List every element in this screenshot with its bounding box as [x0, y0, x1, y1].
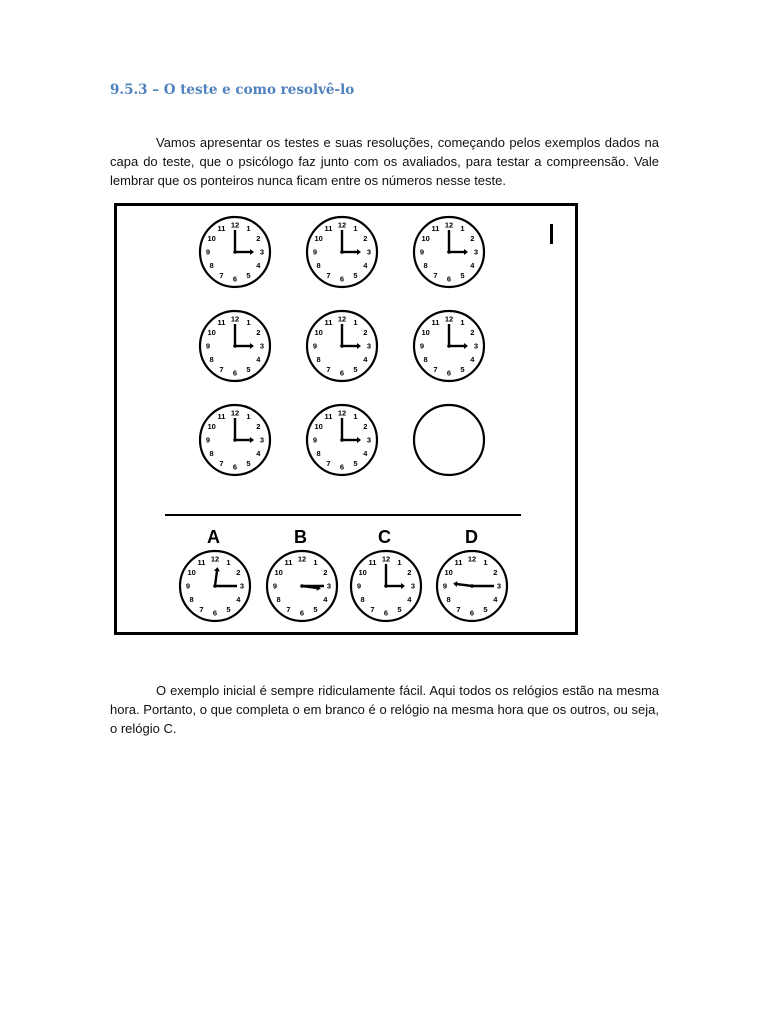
dial-number: 1 [397, 558, 402, 568]
dial-number: 4 [407, 595, 412, 605]
dial-number: 6 [232, 462, 238, 472]
dial-number: 6 [339, 368, 345, 378]
dial-number: 1 [246, 318, 251, 328]
grid-clock [307, 405, 377, 475]
dial-number: 2 [256, 328, 261, 338]
option-clock-c [351, 551, 421, 621]
dial-number: 2 [407, 568, 412, 578]
grid-clock [200, 217, 270, 287]
dial-number: 11 [454, 558, 463, 568]
dial-number: 4 [256, 355, 261, 365]
clock-center [340, 438, 344, 442]
dial-number: 8 [360, 595, 365, 605]
dial-number: 5 [353, 364, 358, 374]
dial-number: 12 [337, 220, 347, 230]
dial-number: 2 [493, 568, 498, 578]
dial-number: 7 [199, 604, 204, 614]
dial-number: 7 [433, 270, 438, 280]
option-clock-a [180, 551, 250, 621]
dial-number: 9 [442, 581, 448, 591]
dial-number: 12 [210, 554, 220, 564]
blank-clock [414, 405, 484, 475]
dial-number: 10 [314, 328, 323, 338]
dial-number: 6 [212, 608, 218, 618]
dial-number: 1 [353, 224, 358, 234]
dial-number: 10 [207, 422, 216, 432]
dial-number: 5 [483, 604, 488, 614]
dial-number: 5 [246, 458, 251, 468]
dial-number: 2 [363, 234, 368, 244]
dial-number: 4 [470, 355, 475, 365]
option-label-d: D [465, 527, 478, 547]
dial-number: 5 [460, 364, 465, 374]
dial-number: 5 [397, 604, 402, 614]
dial-number: 4 [256, 449, 261, 459]
dial-number: 7 [219, 270, 224, 280]
dial-number: 3 [473, 247, 479, 257]
section-heading: 9.5.3 – O teste e como resolvê-lo [110, 82, 355, 98]
dial-number: 4 [363, 261, 368, 271]
dial-number: 1 [246, 224, 251, 234]
dial-number: 5 [226, 604, 231, 614]
dial-number: 8 [209, 449, 214, 459]
dial-number: 8 [446, 595, 451, 605]
dial-number: 10 [207, 234, 216, 244]
clock-center [233, 344, 237, 348]
dial-number: 4 [323, 595, 328, 605]
option-label-b: B [294, 527, 307, 547]
dial-number: 8 [316, 261, 321, 271]
dial-number: 8 [423, 355, 428, 365]
dial-number: 12 [444, 314, 454, 324]
dial-number: 2 [323, 568, 328, 578]
dial-number: 3 [410, 581, 416, 591]
dial-number: 10 [358, 568, 367, 578]
dial-number: 1 [460, 224, 465, 234]
clock-center [233, 438, 237, 442]
dial-number: 4 [363, 449, 368, 459]
dial-number: 1 [246, 412, 251, 422]
dial-number: 4 [470, 261, 475, 271]
grid-clock [307, 217, 377, 287]
dial-number: 1 [313, 558, 318, 568]
dial-number: 6 [446, 368, 452, 378]
dial-number: 10 [314, 422, 323, 432]
dial-number: 8 [316, 449, 321, 459]
dial-number: 9 [419, 341, 425, 351]
dial-number: 1 [226, 558, 231, 568]
grid-clock [414, 217, 484, 287]
explanation-paragraph: O exemplo inicial é sempre ridiculamente fácil. Aqui todos os relógios estão na mesma hora. Portanto, o que completa o em branco é o relógio na mesma hora que os outros, ou seja, o relógio C. [110, 683, 659, 736]
dial-number: 12 [381, 554, 391, 564]
dial-number: 11 [324, 224, 333, 234]
dial-number: 10 [314, 234, 323, 244]
dial-number: 7 [286, 604, 291, 614]
option-clock-b [267, 551, 337, 621]
dial-number: 9 [419, 247, 425, 257]
intro-paragraph: Vamos apresentar os testes e suas resoluções, começando pelos exemplos dados na capa do teste, que o psicólogo faz junto com os avaliados, para testar a compreensão. Vale lembrar que os ponteiros nunca ficam entre os números nesse teste. [110, 135, 659, 188]
dial-number: 4 [236, 595, 241, 605]
dial-number: 3 [326, 581, 332, 591]
option-label-a: A [207, 527, 220, 547]
dial-number: 6 [339, 462, 345, 472]
grid-clock [307, 311, 377, 381]
dial-number: 9 [312, 435, 318, 445]
dial-number: 3 [366, 341, 372, 351]
dial-number: 11 [324, 318, 333, 328]
clock-center [447, 250, 451, 254]
dial-number: 5 [246, 270, 251, 280]
dial-number: 8 [209, 355, 214, 365]
dial-number: 9 [205, 435, 211, 445]
option-label-c: C [378, 527, 391, 547]
clock-face [414, 405, 484, 475]
dial-number: 8 [423, 261, 428, 271]
dial-number: 2 [256, 234, 261, 244]
dial-number: 2 [256, 422, 261, 432]
dial-number: 5 [460, 270, 465, 280]
dial-number: 5 [353, 458, 358, 468]
dial-number: 11 [217, 318, 226, 328]
dial-number: 7 [370, 604, 375, 614]
dial-number: 9 [205, 341, 211, 351]
clock-center [470, 584, 474, 588]
dial-number: 11 [431, 318, 440, 328]
clock-center [340, 344, 344, 348]
dial-number: 9 [312, 247, 318, 257]
dial-number: 3 [259, 247, 265, 257]
dial-number: 1 [483, 558, 488, 568]
dial-number: 11 [217, 224, 226, 234]
dial-number: 3 [366, 435, 372, 445]
dial-number: 5 [353, 270, 358, 280]
dial-number: 12 [230, 220, 240, 230]
dial-number: 10 [421, 328, 430, 338]
clock-center [447, 344, 451, 348]
dial-number: 12 [337, 408, 347, 418]
dial-number: 4 [256, 261, 261, 271]
dial-number: 6 [299, 608, 305, 618]
dial-number: 7 [219, 364, 224, 374]
clock-center [213, 584, 217, 588]
dial-number: 3 [496, 581, 502, 591]
dial-number: 11 [217, 412, 226, 422]
dial-number: 9 [312, 341, 318, 351]
clock-center [233, 250, 237, 254]
dial-number: 10 [444, 568, 453, 578]
grid-clock [200, 311, 270, 381]
dial-number: 8 [189, 595, 194, 605]
clock-test-illustration [117, 206, 575, 632]
dial-number: 2 [363, 422, 368, 432]
dial-number: 8 [316, 355, 321, 365]
dial-number: 2 [363, 328, 368, 338]
option-clock-d [437, 551, 507, 621]
dial-number: 6 [446, 274, 452, 284]
dial-number: 4 [363, 355, 368, 365]
dial-number: 2 [470, 328, 475, 338]
dial-number: 12 [337, 314, 347, 324]
dial-number: 7 [433, 364, 438, 374]
dial-number: 6 [339, 274, 345, 284]
dial-number: 1 [353, 318, 358, 328]
dial-number: 6 [232, 274, 238, 284]
dial-number: 10 [207, 328, 216, 338]
dial-number: 11 [368, 558, 377, 568]
dial-number: 9 [356, 581, 362, 591]
dial-number: 9 [272, 581, 278, 591]
clock-center [384, 584, 388, 588]
dial-number: 9 [185, 581, 191, 591]
dial-number: 12 [467, 554, 477, 564]
test-mark [550, 224, 553, 244]
dial-number: 12 [297, 554, 307, 564]
dial-number: 11 [284, 558, 293, 568]
dial-number: 5 [246, 364, 251, 374]
dial-number: 7 [326, 364, 331, 374]
dial-number: 7 [326, 270, 331, 280]
dial-number: 8 [209, 261, 214, 271]
dial-number: 3 [239, 581, 245, 591]
dial-number: 12 [230, 408, 240, 418]
dial-number: 7 [326, 458, 331, 468]
dial-number: 11 [197, 558, 206, 568]
dial-number: 9 [205, 247, 211, 257]
dial-number: 11 [324, 412, 333, 422]
dial-number: 4 [493, 595, 498, 605]
dial-number: 12 [230, 314, 240, 324]
dial-number: 12 [444, 220, 454, 230]
clock-center [340, 250, 344, 254]
dial-number: 1 [460, 318, 465, 328]
dial-number: 3 [473, 341, 479, 351]
dial-number: 6 [232, 368, 238, 378]
dial-number: 10 [274, 568, 283, 578]
grid-clock [200, 405, 270, 475]
dial-number: 10 [187, 568, 196, 578]
dial-number: 1 [353, 412, 358, 422]
dial-number: 7 [219, 458, 224, 468]
dial-number: 3 [259, 435, 265, 445]
dial-number: 3 [259, 341, 265, 351]
clock-test-figure [114, 203, 578, 635]
dial-number: 8 [276, 595, 281, 605]
dial-number: 10 [421, 234, 430, 244]
dial-number: 6 [469, 608, 475, 618]
dial-number: 2 [236, 568, 241, 578]
dial-number: 6 [383, 608, 389, 618]
dial-number: 3 [366, 247, 372, 257]
dial-number: 5 [313, 604, 318, 614]
figure-divider [165, 514, 521, 516]
grid-clock [414, 311, 484, 381]
dial-number: 2 [470, 234, 475, 244]
dial-number: 7 [456, 604, 461, 614]
dial-number: 11 [431, 224, 440, 234]
clock-center [300, 584, 304, 588]
